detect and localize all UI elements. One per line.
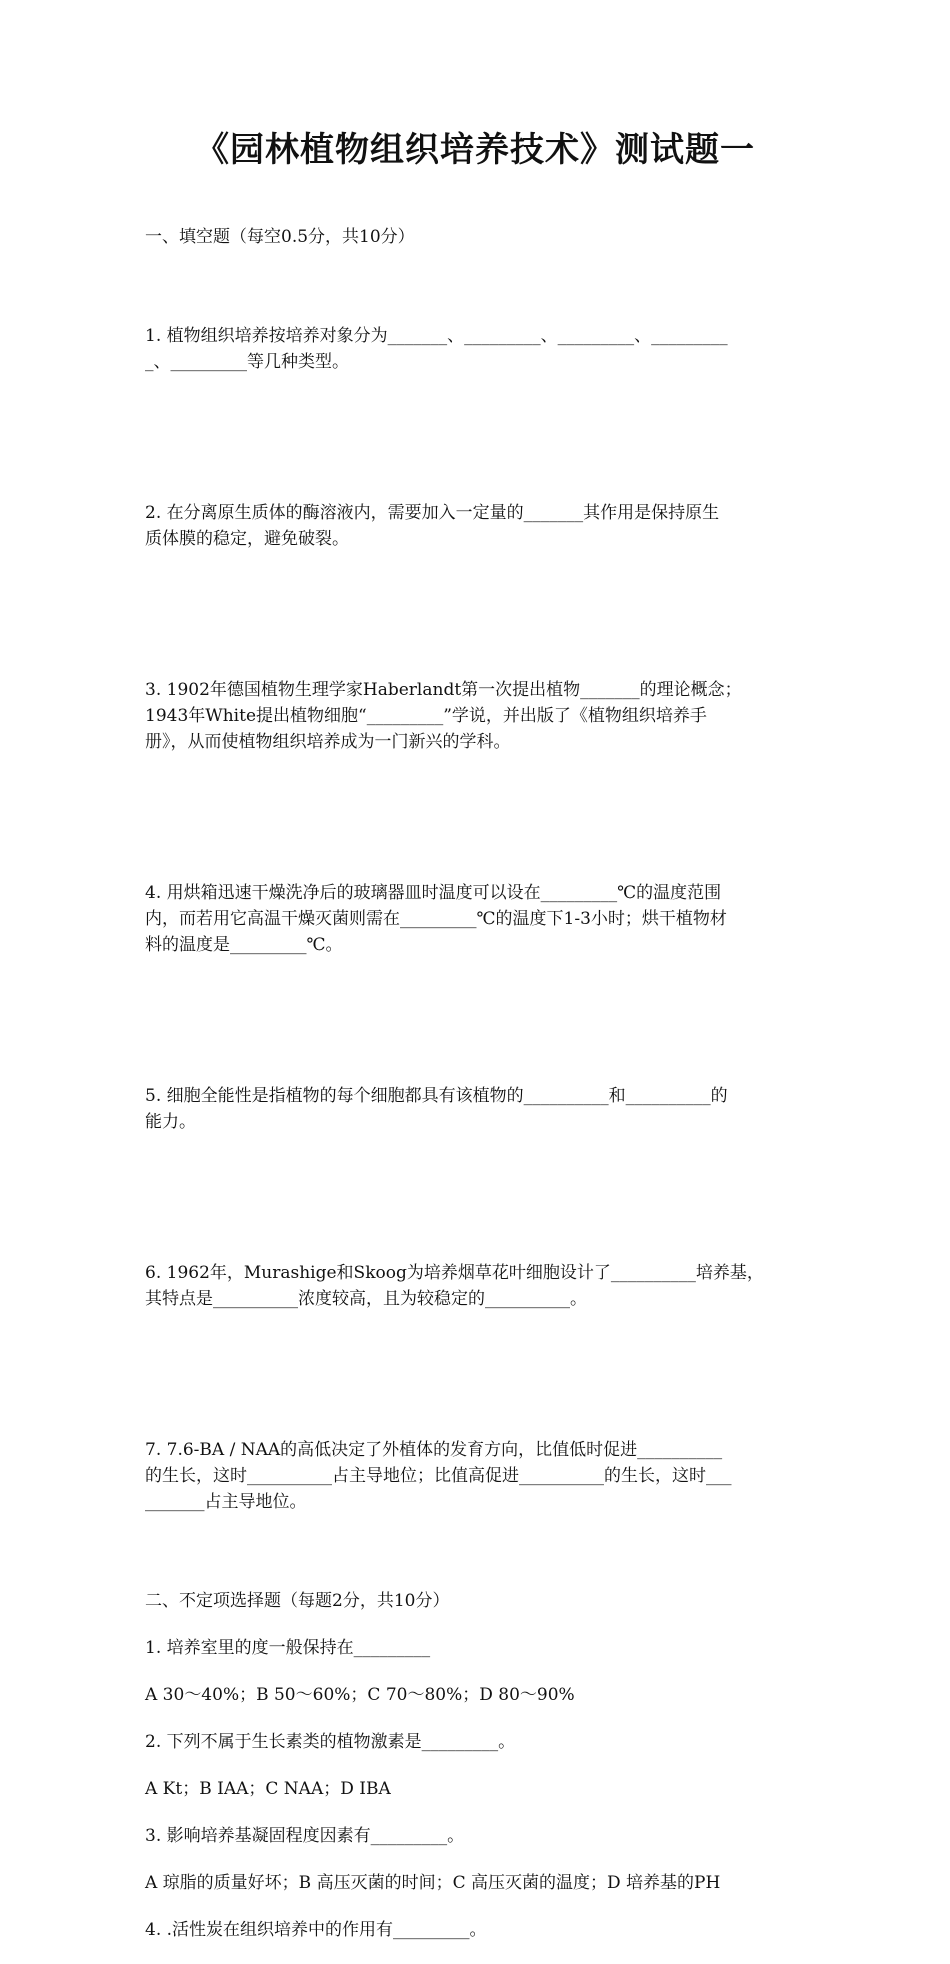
choice-options-3: A 琼脂的质量好坏；B 高压灭菌的时间；C 高压灭菌的温度；D 培养基的PH — [145, 1873, 721, 1893]
fill-blank-question-4 — [145, 828, 813, 1010]
question-line: 质体膜的稳定，避免破裂。 — [145, 529, 349, 549]
fill-blank-question-1 — [145, 271, 813, 427]
question-line: 2. 在分离原生质体的酶溶液内，需要加入一定量的_______其作用是保持原生 — [145, 503, 720, 523]
choice-question-1: 1. 培养室里的度一般保持在_________ — [145, 1638, 431, 1658]
question-line: 4. 用烘箱迅速干燥洗净后的玻璃器皿时温度可以设在_________℃的温度范围 — [145, 883, 722, 903]
question-line: 6. 1962年，Murashige和Skoog为培养烟草花叶细胞设计了__________培养基， — [145, 1263, 764, 1283]
fill-blank-question-5 — [145, 1031, 813, 1187]
fill-blank-question-6 — [145, 1208, 813, 1364]
choice-question-3: 3. 影响培养基凝固程度因素有_________。 — [145, 1826, 465, 1846]
fill-blank-question-3 — [145, 625, 813, 807]
document-title: 《园林植物组织培养技术》测试题一 — [195, 130, 755, 170]
question-line: 1943年White提出植物细胞“_________”学说，并出版了《植物组织培养手 — [145, 706, 707, 726]
section2-heading: 二、不定项选择题（每题2分，共10分） — [145, 1591, 450, 1611]
question-line: 3. 1902年德国植物生理学家Haberlandt第一次提出植物_______的理论概念； — [145, 680, 742, 700]
question-line: _、_________等几种类型。 — [145, 352, 349, 372]
question-line: 7. 7.6-BA / NAA的高低决定了外植体的发育方向，比值低时促进__________ — [145, 1440, 723, 1460]
document-body — [145, 224, 813, 1964]
question-line: 其特点是__________浓度较高，且为较稳定的__________。 — [145, 1289, 587, 1309]
fill-blank-question-2 — [145, 448, 813, 604]
choice-question-2: 2. 下列不属于生长素类的植物激素是_________。 — [145, 1732, 516, 1752]
question-line: 的生长，这时__________占主导地位；比值高促进__________的生长，这时___ — [145, 1466, 732, 1486]
choice-question-4: 4. .活性炭在组织培养中的作用有_________。 — [145, 1920, 487, 1940]
question-line: 册》，从而使植物组织培养成为一门新兴的学科。 — [145, 732, 511, 752]
question-line: _______占主导地位。 — [145, 1492, 307, 1512]
question-line: 1. 植物组织培养按培养对象分为_______、_________、_________、_________ — [145, 326, 728, 346]
question-line: 料的温度是_________℃。 — [145, 935, 343, 955]
question-line: 5. 细胞全能性是指植物的每个细胞都具有该植物的__________和__________的 — [145, 1086, 728, 1106]
choice-options-1: A 30～40%；B 50～60%；C 70～80%；D 80～90% — [145, 1685, 575, 1705]
fill-blank-question-7 — [145, 1385, 813, 1567]
choice-options-2: A Kt；B IAA；C NAA；D IBA — [145, 1779, 391, 1799]
question-line: 能力。 — [145, 1112, 196, 1132]
question-line: 内，而若用它高温干燥灭菌则需在_________℃的温度下1-3小时；烘干植物材 — [145, 909, 727, 929]
section1-heading: 一、填空题（每空0.5分，共10分） — [145, 227, 415, 247]
